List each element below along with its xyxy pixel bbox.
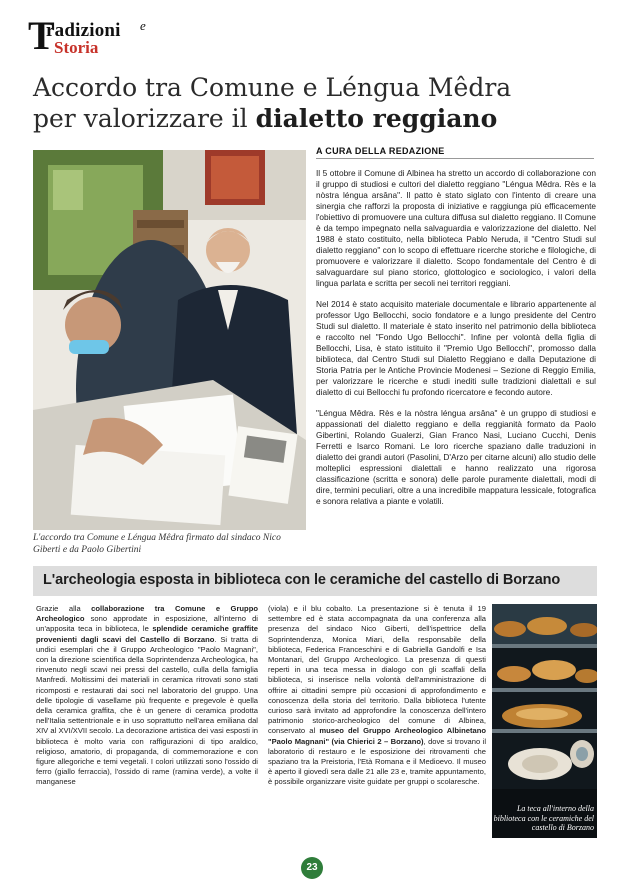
byline: A CURA DELLA REDAZIONE <box>316 146 594 159</box>
ceramics-showcase-illustration <box>492 604 597 838</box>
text-run: , dove si trovano il laboratorio di restauro e le esposizione dei ritrovamenti che spaziano tra la Preistoria, l'Età Romana e il Medioevo. Il museo è aperto il giovedì sera dalle 21 alle 23 e, tramite appuntamento, è possibile organizzare visite guidate per gruppi o scolaresche. <box>268 736 487 787</box>
main-headline <box>33 72 603 134</box>
masthead-conj: e <box>140 18 146 33</box>
text-bold: splendide ceramiche graffite provenienti dagli scavi del Castello di Borzano <box>36 624 258 644</box>
text-run: sono approdate in esposizione, all'interno di un'apposita teca in biblioteca, le <box>36 614 258 634</box>
masthead-letter: T <box>28 13 55 58</box>
text-run: (viola) e il blu cobalto. La presentazione si è tenuta il 19 settembre ed è stata accompagnata da una conferenza alla presenza del sindaco Nico Giberti, dell'ispettrice della Soprintendenza, Monica Miari, della responsabile della biblioteca, Federica Franceschini e di Gabriella Gandolfi e Isa Montanari, del Gruppo Archeologico. La presenza di questi reperti in una teca messa in dialogo con gli scaffali della biblioteca, si inserisce nella volontà dell'amministrazione di offrire ai cittadini sempre più occasioni di approfondimento e conoscenza della storia del territorio. Dalla biblioteca l'utente curioso sarà invitato ad approfondire la conoscenza dell'intero patrimonio storico-archeologico del comune di Albinea, conservato al <box>268 604 486 736</box>
masthead-word1: radizioni <box>46 20 121 41</box>
archeologia-title-band <box>33 566 597 596</box>
archeologia-title: L'archeologia esposta in biblioteca con le ceramiche del castello di Borzano <box>43 572 561 588</box>
page-number: 23 <box>301 857 323 879</box>
signing-photo-caption: L'accordo tra Comune e Léngua Mêdra firmato dal sindaco Nico Giberti e da Paolo Gibertini <box>33 533 281 555</box>
masthead-word2: Storia <box>54 38 99 57</box>
headline-line2-plain: per valorizzare il <box>33 104 256 133</box>
article-paragraph: Nel 2014 è stato acquisito materiale documentale e librario appartenente al professor Ugo Bellocchi, socio fondatore e a lungo presidente del Centro Studi sul dialetto. Il materiale è stato inserito nel patrimonio della biblioteca e raccolto nel "Fondo Ugo Bellocchi". Infine per volontà della figlia di Bellocchi, Lisa, è stato istituito il "Premio Ugo Bellocchi", promosso dalla biblioteca, dal Centro Studi sul Dialetto Reggiano e dalla Deputazione di Storia Patria per le Antiche Provincie Modenesi – Sezione di Reggio Emilia, per valorizzare le ricerche e studi inediti sulle tradizioni dialettali e sul dialetto di cui Bellocchi fu profondo ricercatore e fecondo autore. <box>316 299 596 397</box>
text-run: Grazie alla <box>36 604 92 613</box>
article-paragraph: "Léngua Mêdra. Rès e la nòstra léngua arsâna" è un gruppo di studiosi e appassionati del dialetto reggiano e della reggianità formato da Paolo Gibertini, Rolando Gualerzi, Gian Franco Nasi, Luciano Cucchi, Denis Ferretti e Isarco Romani. Le loro ricerche spaziano dalle traduzioni in dialetto dei grandi autori (Pasolini, D'Arzo per citarne alcuni) allo studio delle molteplici espressioni dialettali e hanno realizzato una rigorosa classificazione (scritta e sonora) delle parole puramente dialettali, modi di dire, termini peculiari, oltre a una incredibile mappatura lessicale, fotografica e sonora relativa a piante e volatili. <box>316 408 596 506</box>
signing-photo <box>33 150 306 530</box>
signing-photo-illustration <box>33 150 306 530</box>
ceramics-showcase-photo <box>492 604 597 838</box>
article-paragraph: Il 5 ottobre il Comune di Albinea ha stretto un accordo di collaborazione con il gruppo di studiosi e cultori del dialetto reggiano "Léngua Mêdra. Rès e la nòstra léngua arsâna". Il patto è stato siglato con l'intento di creare una sinergia che rafforzi la proposta di iniziative e raggiunga più efficacemente l'obiettivo di promuovere una cultura diffusa sul dialetto reggiano. Il Comune è da tempo impegnato nella salvaguardia e valorizzazione del dialetto. Nel 1988 è stato costituito, nella biblioteca Pablo Neruda, il "Centro Studi sul dialetto reggiano" con lo scopo di effettuare ricerche storiche e filologiche, di promuovere e valorizzare il dialetto. Scopo fondamentale del Centro è di salvaguardare sul piano storico, glottologico e sociologico, i valori della lingua parlata e scritta per secoli nei territori reggiani. <box>316 168 596 288</box>
text-run: . Si tratta di undici esemplari che il Gruppo Archeologico "Paolo Magnani", con la direzione scientifica della Soprintendenza Archeologica, ha rinvenuto negli scavi nei pressi del castello, culla della famiglia Manfredi. Moltissimi dei materiali in ceramica ritrovati sono stati ricomposti e restaurati dai soci nel laboratorio del gruppo. Una delle tipologie di vasellame più frequente e pregevole è quella della ceramica graffita, che è un genere di ceramica prodotta nell'Italia settentrionale e in uso soprattutto nell'area emiliana dal XIV al XVI/XVII secolo. La decorazione artistica dei vasi esposti in biblioteca è molto varia con raffigurazioni di tipo araldico, religioso, amatorio, di propaganda, di commemorazione e con figure allegoriche e temi vegetali. I colori utilizzati sono l'ossido di ferro (giallo ferraccia), l'ossido di rame (ramina verde), a volte il manganese <box>36 634 258 787</box>
ceramics-photo-caption: La teca all'interno della biblioteca con le ceramiche del castello di Borzano <box>493 804 594 833</box>
article-accordo-body <box>316 168 596 517</box>
archeologia-column-2 <box>268 604 486 788</box>
archeologia-column-1 <box>36 604 258 788</box>
text-bold: museo del Gruppo Archeologico Albinetano "Paolo Magnani" (via Chierici 2 – Borzano) <box>268 726 486 746</box>
text-bold: collaborazione tra Comune e Gruppo Archeologico <box>36 604 258 624</box>
headline-line2-bold: dialetto reggiano <box>255 104 498 133</box>
headline-line1: Accordo tra Comune e Léngua Mêdra <box>33 73 512 102</box>
section-masthead <box>28 14 168 60</box>
